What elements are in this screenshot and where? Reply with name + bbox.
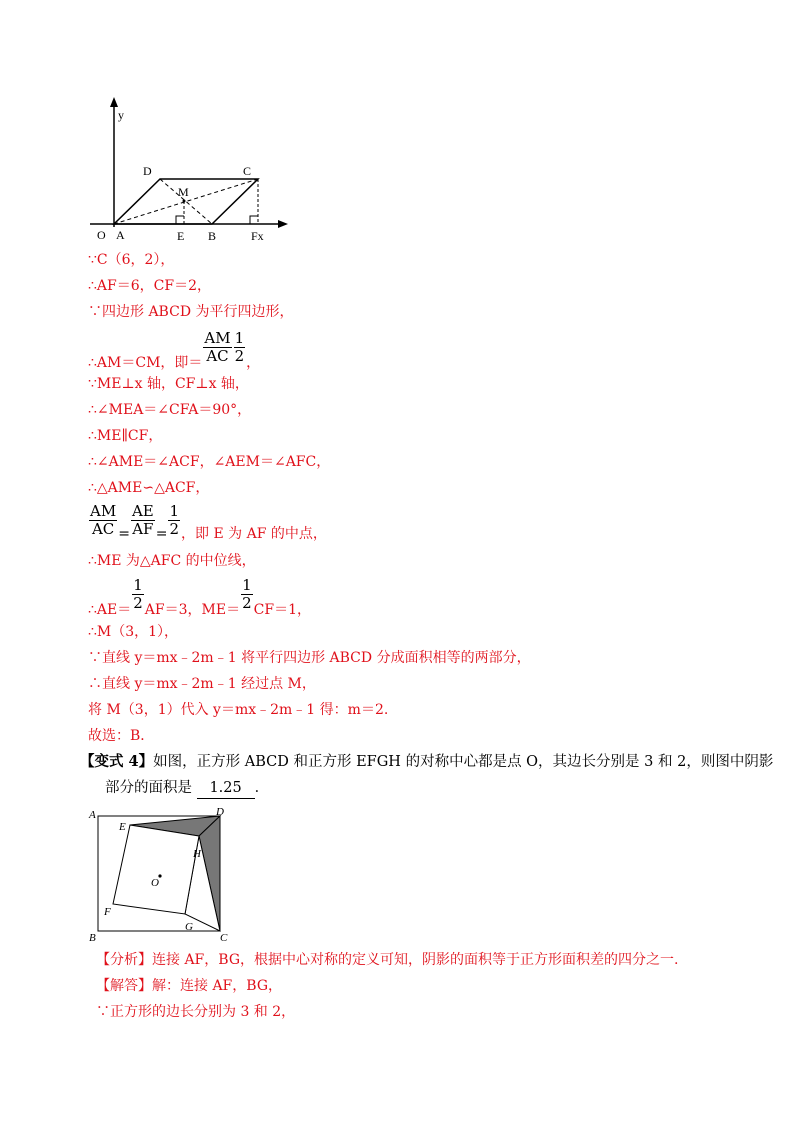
problem-tag: 【变式 4】: [80, 753, 154, 770]
y-axis-label: y: [118, 108, 124, 122]
fraction-am-ac-2: $\frac{AM}{AC}$: [90, 502, 117, 538]
point-m-label: M: [178, 185, 189, 199]
square-label-d: D: [216, 806, 224, 818]
step-8: ∴∠AME＝∠ACF，∠AEM＝∠AFC，: [88, 454, 331, 470]
step-16: 将 M（3，1）代入 y＝mx﹣2m﹣1 得：m＝2.: [88, 702, 389, 718]
problem-text: 如图，正方形 ABCD 和正方形 EFGH 的对称中心都是点 O，其边长分别是 3 和 2，则图中阴影: [153, 754, 774, 770]
square-label-c: C: [220, 932, 228, 944]
step-7: ∴ME∥CF，: [88, 428, 163, 444]
step-5: ∵ME⊥x 轴，CF⊥x 轴，: [88, 376, 249, 392]
point-a-label: A: [116, 228, 125, 242]
point-d-label: D: [143, 164, 152, 178]
fraction-half-ae: $\frac{1}{2}$: [133, 576, 143, 612]
step-14: ∵直线 y＝mx﹣2m﹣1 将平行四边形 ABCD 分成面积相等的两部分，: [88, 650, 531, 666]
problem-line-1: [80, 752, 773, 772]
fraction-half-me: $\frac{1}{2}$: [242, 576, 252, 612]
point-e-label: E: [177, 229, 185, 243]
solution-line: 【解答】解：连接 AF，BG，: [96, 978, 283, 994]
origin-label: O: [97, 228, 106, 242]
point-b-label: B: [208, 229, 217, 243]
step-4: ∴AM＝CM，即＝ $\frac{AM}{AC}$ $\frac{1}{2}$ ，: [88, 329, 261, 371]
square-label-f: F: [104, 906, 111, 918]
step-3: ∵四边形 ABCD 为平行四边形，: [88, 304, 294, 320]
fraction-one-half: $\frac{1}{2}$: [234, 329, 245, 365]
point-f-label: Fx: [251, 229, 264, 243]
square-label-h: H: [193, 848, 201, 860]
step-15: ∴直线 y＝mx﹣2m﹣1 经过点 M，: [88, 676, 316, 692]
step-1: ∵C（6，2），: [88, 252, 175, 268]
fraction-one-half-2: $\frac{1}{2}$: [169, 502, 180, 538]
step-6: ∴∠MEA＝∠CFA＝90°，: [88, 402, 252, 418]
square-label-g: G: [185, 921, 193, 933]
step-12: ∴AE＝ $\frac{1}{2}$ AF＝3，ME＝ $\frac{1}{2}$ CF＝1，: [88, 576, 311, 618]
step-11: ∴ME 为△AFC 的中位线，: [88, 553, 256, 569]
answer-blank: 1.25: [197, 778, 255, 799]
fraction-ae-af: $\frac{AE}{AF}$: [131, 502, 154, 538]
step-2: ∴AF＝6，CF＝2，: [88, 278, 211, 294]
square-label-o: O: [151, 877, 159, 889]
parallelogram-figure: [88, 95, 298, 245]
step-9: ∴△AME∽△ACF，: [88, 480, 210, 496]
square-label-e: E: [119, 821, 126, 833]
step-10: $\frac{AM}{AC}$ = $\frac{AE}{AF}$ = $\frac{1}{2}$ ，即 E 为 AF 的中点，: [90, 502, 327, 542]
fraction-am-ac: $\frac{AM}{AC}$: [204, 329, 231, 365]
squares-figure: [88, 806, 238, 944]
step-17: 故选：B．: [88, 728, 155, 744]
solution-step-1: ∵正方形的边长分别为 3 和 2，: [96, 1004, 296, 1020]
square-label-b: B: [89, 932, 96, 944]
square-label-a: A: [89, 809, 96, 821]
step-13: ∴M（3，1），: [88, 624, 179, 640]
analysis-line: 【分析】连接 AF，BG，根据中心对称的定义可知，阴影的面积等于正方形面积差的四分之一.: [96, 952, 679, 968]
point-c-label: C: [243, 164, 252, 178]
problem-line-2: 部分的面积是 1.25 ．: [105, 778, 269, 799]
